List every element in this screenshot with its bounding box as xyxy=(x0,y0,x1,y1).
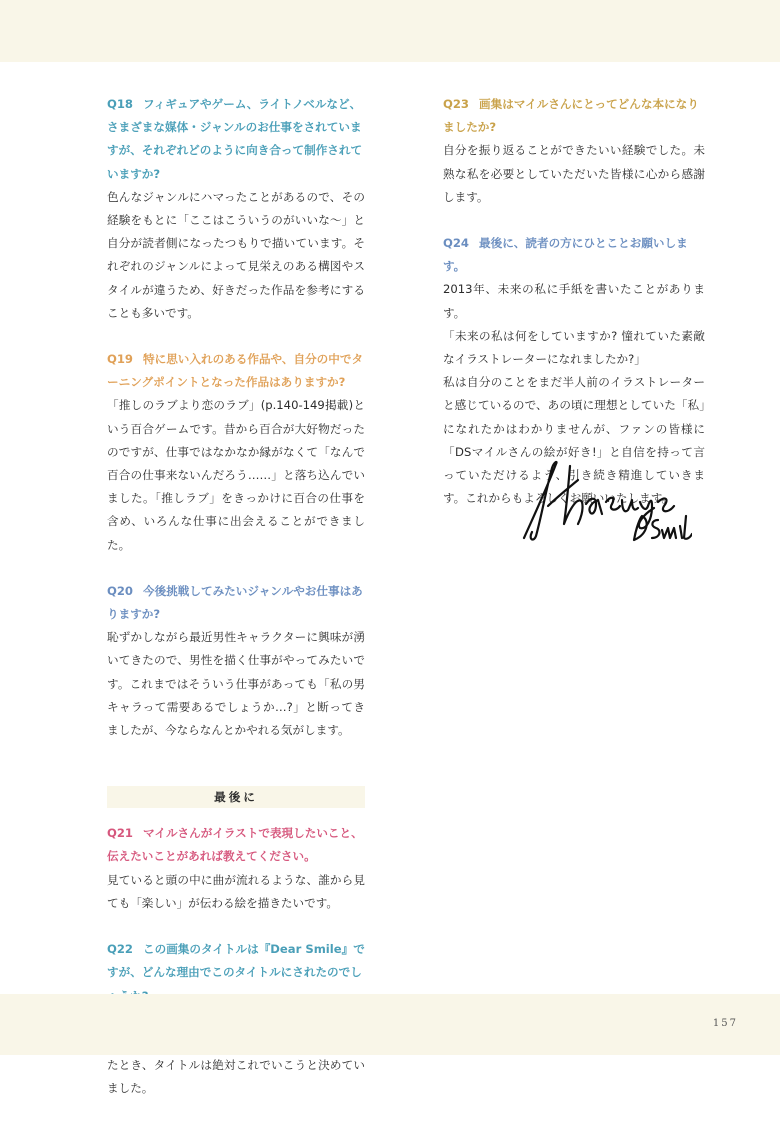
question-text: マイルさんがイラストで表現したいこと、伝えたいことがあれば教えてください。 xyxy=(107,826,363,864)
question xyxy=(107,93,365,186)
qa-item-q23 xyxy=(443,93,705,209)
question-text: 特に思い入れのある作品や、自分の中でターニングポイントとなった作品はありますか? xyxy=(107,352,364,390)
top-band xyxy=(0,0,780,62)
question-number: Q19 xyxy=(107,352,133,367)
question-number: Q24 xyxy=(443,236,469,251)
question xyxy=(107,580,365,626)
question-text: 今後挑戦してみたいジャンルやお仕事はありますか? xyxy=(107,583,363,622)
qa-item-q19 xyxy=(107,348,365,557)
question-number: Q18 xyxy=(107,97,133,111)
signature-image xyxy=(512,450,692,550)
question-number: Q23 xyxy=(443,97,469,111)
qa-item-q21 xyxy=(107,822,365,915)
answer-line: 私は自分のことをまだ半人前のイラストレーターと感じているので、あの頃に理想としていた「私」になれたかはわかりませんが、ファンの皆様に「DSマイルさんの絵が好き!」と自信を持って言っていただけるよう、引き続き精進していきます。これからもよろしくお願いいたします。 xyxy=(443,375,705,506)
qa-item-q18 xyxy=(107,93,365,325)
signature-strokes xyxy=(524,462,692,540)
question-number: Q22 xyxy=(107,942,133,957)
answer-text: たとき、タイトルは絶対これでいこうと決めていました。 xyxy=(107,1058,365,1096)
answer-text: 見ていると頭の中に曲が流れるような、誰から見ても「楽しい」が伝わる絵を描きたいです。 xyxy=(107,872,365,910)
page-number: 157 xyxy=(712,1018,738,1029)
question xyxy=(443,93,705,139)
question xyxy=(443,232,705,278)
question-text: この画集のタイトルは『Dear Smile』ですが、どんな理由でこのタイトルにされたのでし xyxy=(107,942,365,980)
left-column xyxy=(107,93,365,1124)
answer-text: 色んなジャンルにハマったことがあるので、その経験をもとに「ここはこういうのがいいな〜」と自分が読者側になったつもりで描いています。それぞれのジャンルによって見栄えのある構図やスタイルが違うため、好きだった作品を参考にすることも多いです。 xyxy=(107,189,365,320)
qa-item-q20 xyxy=(107,580,365,742)
question-number: Q21 xyxy=(107,826,133,841)
bottom-band xyxy=(0,994,780,1055)
answer-text: 恥ずかしながら最近男性キャラクターに興味が湧いてきたので、男性を描く仕事がやってみたいです。これまではそういう仕事があっても「私の男キャラって需要あるでしょうか…?」と断ってきましたが、今ならなんとかやれる気がします。 xyxy=(107,630,365,738)
question-number: Q20 xyxy=(107,583,133,598)
answer-text xyxy=(443,139,705,209)
answer-line: 自分を振り返ることができたいい経験でした。未熟な私を必要としていただいた皆様に心から感謝します。 xyxy=(443,143,705,204)
section-heading: 最後に xyxy=(107,786,365,808)
question xyxy=(107,348,365,394)
answer-line: 2013年、未来の私に手紙を書いたことがあります。 xyxy=(443,282,705,320)
question xyxy=(107,822,365,868)
question-text: フィギュアやゲーム、ライトノベルなど、さまざまな媒体・ジャンルのお仕事をされていますが、それぞれどのように向き合って制作されていますか? xyxy=(107,97,363,181)
question-text: 最後に、読者の方にひとことお願いします。 xyxy=(443,236,688,274)
question-text: 画集はマイルさんにとってどんな本になりましたか? xyxy=(443,97,699,135)
answer-line: 「未来の私は何をしていますか? 憧れていた素敵なイラストレーターになれましたか?」 xyxy=(443,328,705,367)
answer-text: 「推しのラブより恋のラブ」(p.140-149掲載)という百合ゲームです。昔から百合が大好物だったのですが、仕事ではなかなか縁がなくて「なんで百合の仕事来ないんだろう……」と落ち込んでいました。「推しラブ」をきっかけに百合の仕事を含め、いろんな仕事に出会えることができました。 xyxy=(107,398,365,552)
